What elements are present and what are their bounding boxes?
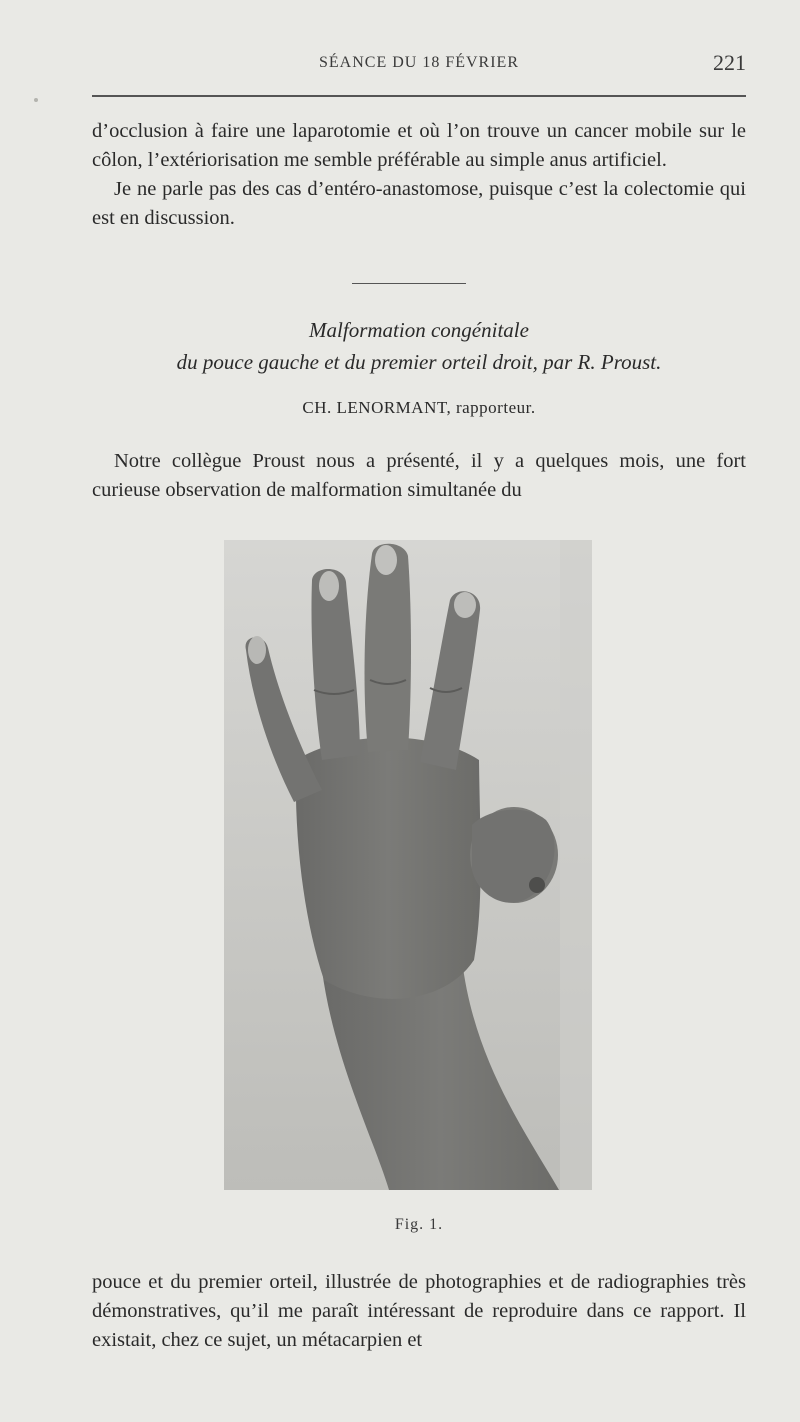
paragraph: Notre collègue Proust nous a présenté, il y a quelques mois, une fort curieuse observation de malformation simultanée du [92,450,746,501]
figure-caption: Fig. 1. [394,1216,444,1233]
page-number: 221 [713,50,746,75]
page-header [92,50,746,80]
bottom-text-block [92,1268,746,1355]
header-rule [92,95,746,97]
section-subtitle: du pouce gauche et du premier orteil droit, par R. Proust. [176,350,662,374]
running-head: SÉANCE DU 18 FÉVRIER [318,54,519,71]
reporter-line: CH. LENORMANT, rapporteur. [302,398,536,417]
hand-photograph-image [224,540,592,1190]
paragraph: d’occlusion à faire une laparotomie et où l’on trouve un cancer mobile sur le côlon, l’extériorisation me semble préférable au simple anus artificiel. [92,120,746,171]
middle-text-block [92,447,746,505]
section-title: Malformation congénitale [309,318,529,342]
paragraph: pouce et du premier orteil, illustrée de photographies et de radiographies très démonstratives, qu’il me paraît intéressant de reproduire dans ce rapport. Il existait, chez ce sujet, un métacarpien et [92,1271,746,1351]
paper-speck [34,98,38,102]
paragraph: Je ne parle pas des cas d’entéro-anastomose, puisque c’est la colectomie qui est en discussion. [92,178,746,229]
top-text-block [92,117,746,233]
section-divider [352,283,466,284]
hand-photograph [224,540,592,1190]
